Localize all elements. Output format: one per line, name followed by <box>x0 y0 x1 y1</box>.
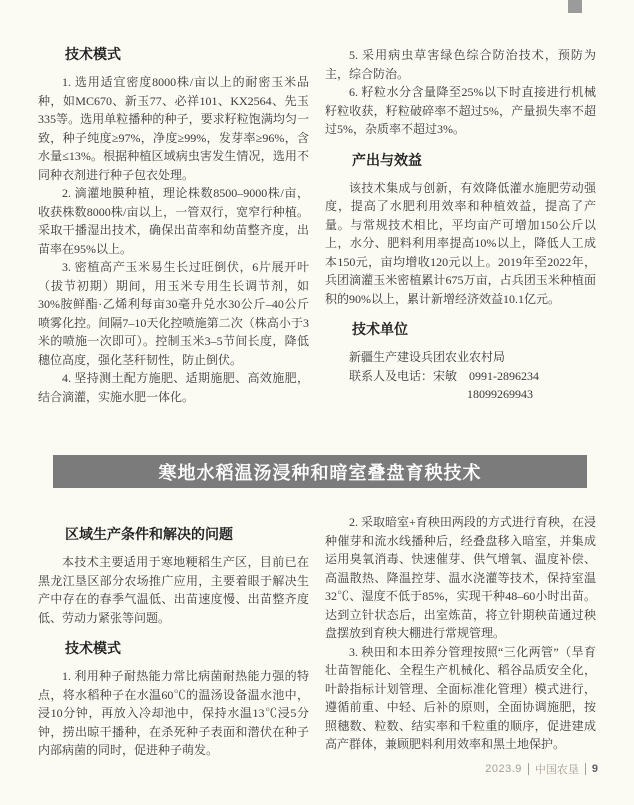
bottom-left-column <box>38 513 309 760</box>
section-heading-tech-mode: 技术模式 <box>65 46 121 62</box>
contact-person-phone: 联系人及电话：宋敏 0991-2896234 <box>349 368 539 383</box>
paragraph: 2. 滴灌地膜种植，理论株数8500–9000株/亩，收获株数8000株/亩以上，一管双行，宽窄行种植。采取干播湿出技术，确保出苗率和幼苗整齐度，出苗率在95%以上。 <box>38 186 309 256</box>
page-corner-mark <box>568 0 582 13</box>
article-title: 寒地水稻温汤浸种和暗室叠盘育秧技术 <box>158 462 482 483</box>
top-left-column <box>38 46 309 406</box>
paragraph: 本技术主要适用于寒地粳稻生产区，目前已在黑龙江垦区部分农场推广应用，主要着眼于解决生产中存在的春季气温低、出苗速度慢、出苗整齐度低、劳动力紧张等问题。 <box>38 555 309 625</box>
tech-unit-name: 新疆生产建设兵团农业农村局 <box>349 350 506 364</box>
page-footer <box>485 761 598 777</box>
footer-divider <box>585 763 586 775</box>
paragraph: 5. 采用病虫草害绿色综合防治技术，预防为主，综合防治。 <box>325 48 596 81</box>
paragraph: 1. 利用种子耐热能力常比病菌耐热能力强的特点，将水稻种子在水温60℃的温汤设备温水池中，浸10分钟，再放入冷却池中，保持水温13℃浸5分钟，捞出晾干播种，在杀死种子表面和潜伏在种子内部病菌的同时，促进种子萌发。 <box>38 669 309 757</box>
top-right-column <box>325 46 596 406</box>
section-heading-tech-mode-2: 技术模式 <box>65 640 121 656</box>
paragraph: 该技术集成与创新，有效降低灌水施肥劳动强度，提高了水肥利用效率和种植效益，提高了产量。与常规技术相比，平均亩产可增加150公斤以上，水分、肥料利用率提高10%以上，降低人工成本150元，亩均增收120元以上。2019年至2022年，兵团滴灌玉米密植累计675万亩，占兵团玉米种植面积的90%以上，累计新增经济效益10.1亿元。 <box>325 180 596 306</box>
paragraph: 4. 坚持测土配方施肥、适期施肥、高效施肥，结合滴灌，实施水肥一体化。 <box>38 371 309 404</box>
paragraph: 3. 密植高产玉米易生长过旺倒伏，6片展开叶（拔节初期）期间，用玉米专用生长调节剂，如30%胺鲜酯·乙烯利每亩30毫升兑水30公斤–40公斤喷雾化控。间隔7–10天化控喷施第二次（株高小于3米的喷施一次即可）。控制玉米3–5节间长度，降低穗位高度，强化茎秆韧性，防止倒伏。 <box>38 260 309 367</box>
paragraph: 2. 采取暗室+育秧田两段的方式进行育秧，在浸种催芽和流水线播种后，经叠盘移入暗室，并集成运用臭氧消毒、快速催芽、供气增氧、温度补偿、高温散热、降温控芽、温水浇灌等技术，保持室温32℃、湿度不低于85%，实现干种48–60小时出苗。达到立针状态后，出室炼苗，将立针期秧苗通过秧盘摆放到育秧大棚进行常规管理。 <box>325 515 596 640</box>
bottom-article-columns <box>38 513 596 760</box>
paragraph: 6. 籽粒水分含量降至25%以下时直接进行机械籽粒收获，籽粒破碎率不超过5%，产量损失率不超过5%，杂质率不超过3%。 <box>325 85 596 136</box>
contact-phone-secondary: 18099269943 <box>467 387 533 401</box>
section-heading-tech-unit: 技术单位 <box>352 321 408 337</box>
paragraph: 3. 秧田和本田养分管理按照“三化两管”（旱育壮苗智能化、全程生产机械化、稻谷品质安全化，叶龄指标计划管理、全面标准化管理）模式进行，遵循前重、中轻、后补的原则，全面协调施肥，按照穗数、粒数、结实率和千粒重的顺序，促进建成高产群体，兼顾肥料利用效率和黑土地保护。 <box>325 644 596 751</box>
article-title-banner <box>53 455 587 488</box>
section-heading-output-benefit: 产出与效益 <box>352 151 422 168</box>
footer-magazine-name: 中国农垦 <box>534 764 579 776</box>
footer-divider <box>528 763 529 775</box>
top-article-columns <box>38 46 596 406</box>
footer-issue: 2023.9 <box>485 763 522 775</box>
footer-page-number: 9 <box>591 763 598 775</box>
section-heading-conditions: 区域生产条件和解决的问题 <box>65 526 233 542</box>
bottom-right-column <box>325 513 596 760</box>
paragraph: 1. 选用适宜密度8000株/亩以上的耐密玉米品种，如MC670、新玉77、必祥101、KX2564、先玉335等。选用单粒播种的种子，要求籽粒饱满均匀一致，种子纯度≥97%，净度≥99%，发芽率≥96%，含水量≤13%。根据种植区域病虫害发生情况，选用不同种衣剂进行种子包衣处理。 <box>38 75 309 182</box>
